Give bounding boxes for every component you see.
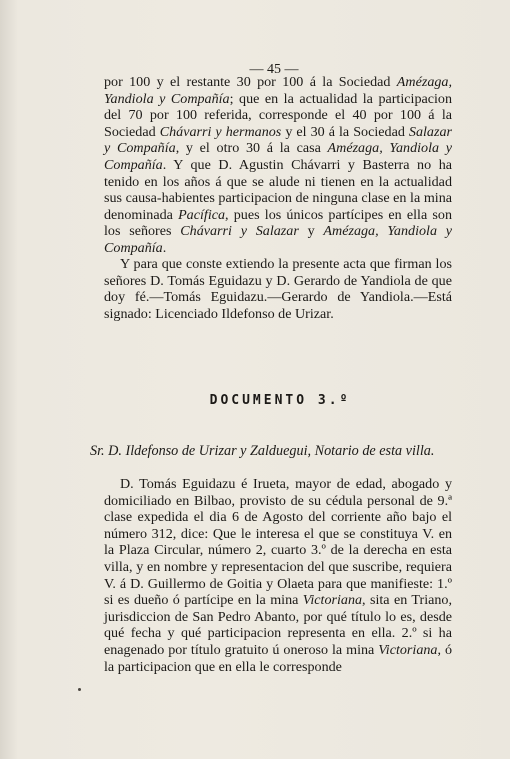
paragraph-2: Y para que conste extiendo la presente acta que firman los señores D. Tomás Eguidazu y D. Gerardo de Yandiola de que doy fé.—Tomás Eguidazu.—Gerardo de Yandiola.—Está signado: Licenciado Ildefonso de Urizar. [104, 256, 452, 322]
page-number: — 45 — [249, 62, 299, 77]
paragraph-1: por 100 y el restante 30 por 100 á la Sociedad Amézaga, Yandiola y Compañía; que en la actualidad la participacion del 70 por 100 referida, corresponde el 40 por 100 á la Sociedad Chávarri y hermanos y el 30 á la Sociedad Salazar y Compañía, y el otro 30 á la casa Amézaga, Yandiola y Compañía. Y que D. Agustin Chávarri y Basterra no ha tenido en los años á que se alude ni tienen en la actualidad sus causa-habientes participacion de ninguna clase en la mina denominada Pacífica, pues los únicos partícipes en ella son los señores Chávarri y Salazar y Amézaga, Yandiola y Compañía. [104, 74, 453, 256]
ink-speck [78, 688, 81, 691]
addressee-line: Sr. D. Ildefonso de Urizar y Zalduegui, Notario de esta villa. [90, 443, 435, 459]
paragraph-3: D. Tomás Eguidazu é Irueta, mayor de edad, abogado y domiciliado en Bilbao, provisto de su cédula personal de 9.ª clase expedida el dia 6 de Agosto del corriente año bajo el número 312, dice: Que le interesa el que se constituya V. en la Plaza Circular, número 2, cuarto 3.º de la derecha en esta villa, y en nombre y representacion del que suscribe, requiera V. á D. Guillermo de Goitia y Olaeta para que manifieste: 1.º si es dueño ó partícipe en la mina Victoriana, sita en Triano, jurisdiccion de San Pedro Abanto, por qué título lo es, desde qué fecha y qué participacion representa en ella. 2.º si ha enagenado por título gratuito ú oneroso la mina Victoriana, ó la participacion que en ella le corresponde [104, 476, 453, 675]
section-heading: DOCUMENTO 3.º [209, 393, 351, 408]
